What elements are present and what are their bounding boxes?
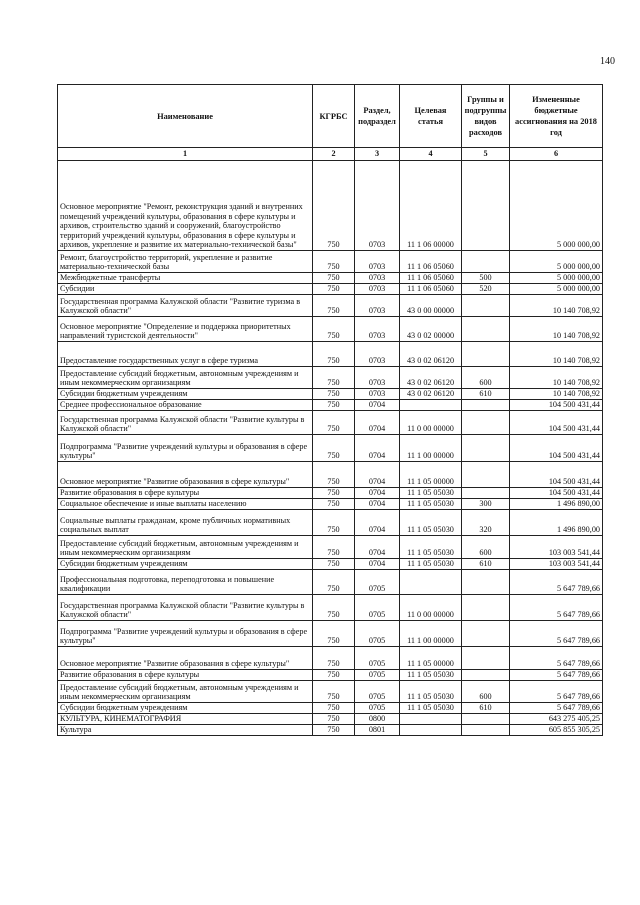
row-target: 11 1 06 00000 [400,161,462,251]
row-target: 11 1 05 05030 [400,510,462,536]
row-section: 0704 [355,536,400,559]
row-amount: 5 647 789,66 [510,621,603,647]
row-amount: 5 647 789,66 [510,681,603,703]
row-amount: 104 500 431,44 [510,435,603,462]
row-name: Предоставление государственных услуг в сфере туризма [58,342,313,367]
table-row [58,681,603,703]
table-row [58,295,603,317]
table-row [58,703,603,714]
row-target: 11 1 05 00000 [400,462,462,488]
row-target: 11 1 00 00000 [400,435,462,462]
row-section: 0705 [355,703,400,714]
row-name: Профессиональная подготовка, переподготовка и повышение квалификации [58,570,313,595]
row-group: 320 [462,510,510,536]
row-kgrbs: 750 [313,251,355,273]
column-number: 6 [510,148,603,161]
row-section: 0704 [355,488,400,499]
table-row [58,161,603,251]
row-name: Социальное обеспечение и иные выплаты населению [58,499,313,510]
page-number: 140 [600,56,615,67]
row-amount: 5 000 000,00 [510,273,603,284]
row-kgrbs: 750 [313,284,355,295]
row-kgrbs: 750 [313,462,355,488]
row-section: 0800 [355,714,400,725]
row-amount: 10 140 708,92 [510,342,603,367]
row-kgrbs: 750 [313,647,355,670]
row-kgrbs: 750 [313,161,355,251]
row-kgrbs: 750 [313,703,355,714]
row-kgrbs: 750 [313,559,355,570]
row-kgrbs: 750 [313,621,355,647]
row-group: 500 [462,273,510,284]
row-kgrbs: 750 [313,488,355,499]
table-row [58,488,603,499]
row-group [462,295,510,317]
table-row [58,647,603,670]
row-target: 11 1 00 00000 [400,621,462,647]
row-name: Подпрограмма "Развитие учреждений культуры и образования в сфере культуры" [58,435,313,462]
row-section: 0704 [355,411,400,435]
row-kgrbs: 750 [313,400,355,411]
column-number: 3 [355,148,400,161]
row-section: 0705 [355,681,400,703]
row-amount: 643 275 405,25 [510,714,603,725]
table-row [58,435,603,462]
row-name: Предоставление субсидий бюджетным, автономным учреждениям и иным некоммерческим организациям [58,681,313,703]
row-group: 300 [462,499,510,510]
table-row [58,570,603,595]
row-kgrbs: 750 [313,670,355,681]
row-amount: 1 496 890,00 [510,510,603,536]
row-group: 600 [462,681,510,703]
row-group [462,725,510,736]
row-name: Развитие образования в сфере культуры [58,488,313,499]
row-target: 11 0 00 00000 [400,411,462,435]
row-group [462,400,510,411]
table-body [58,161,603,736]
row-amount: 5 647 789,66 [510,570,603,595]
row-group [462,251,510,273]
row-amount: 104 500 431,44 [510,411,603,435]
row-group [462,570,510,595]
row-section: 0703 [355,367,400,389]
row-name: Социальные выплаты гражданам, кроме публичных нормативных социальных выплат [58,510,313,536]
row-name: Основное мероприятие "Ремонт, реконструкция зданий и внутренних помещений учреждений культуры, образования в сфере культуры и архивов, строительство зданий и сооружений, благоустройство территорий учреждений культуры, образования в сфере культуры и архивов, укрепление и развитие их материально-технической базы" [58,161,313,251]
row-group [462,435,510,462]
row-amount: 5 647 789,66 [510,703,603,714]
row-kgrbs: 750 [313,317,355,342]
row-kgrbs: 750 [313,411,355,435]
column-number-row [58,148,603,161]
column-number: 1 [58,148,313,161]
row-section: 0704 [355,510,400,536]
row-section: 0703 [355,284,400,295]
row-section: 0703 [355,389,400,400]
row-section: 0703 [355,273,400,284]
table-row [58,621,603,647]
table-header-row [58,85,603,148]
row-name: Развитие образования в сфере культуры [58,670,313,681]
row-section: 0704 [355,400,400,411]
row-target: 11 0 00 00000 [400,595,462,621]
row-name: Подпрограмма "Развитие учреждений культуры и образования в сфере культуры" [58,621,313,647]
table-row [58,510,603,536]
row-target: 11 1 05 00000 [400,647,462,670]
row-amount: 10 140 708,92 [510,367,603,389]
row-name: Субсидии бюджетным учреждениям [58,703,313,714]
header-amount: Измененные бюджетные ассигнования на 2018 год [510,85,603,148]
row-amount: 605 855 305,25 [510,725,603,736]
row-amount: 103 003 541,44 [510,536,603,559]
row-target [400,714,462,725]
row-name: Предоставление субсидий бюджетным, автономным учреждениям и иным некоммерческим организациям [58,536,313,559]
row-target: 43 0 02 06120 [400,389,462,400]
row-group: 520 [462,284,510,295]
row-target: 11 1 06 05060 [400,251,462,273]
table-row [58,389,603,400]
header-target: Целевая статья [400,85,462,148]
row-target: 11 1 05 05030 [400,536,462,559]
table-row [58,342,603,367]
table-row [58,536,603,559]
row-name: КУЛЬТУРА, КИНЕМАТОГРАФИЯ [58,714,313,725]
row-group [462,595,510,621]
column-number: 4 [400,148,462,161]
row-group [462,670,510,681]
row-target [400,570,462,595]
row-amount: 103 003 541,44 [510,559,603,570]
row-target: 11 1 05 05030 [400,670,462,681]
row-amount: 104 500 431,44 [510,462,603,488]
row-amount: 104 500 431,44 [510,400,603,411]
row-name: Ремонт, благоустройство территорий, укрепление и развитие материально-технической базы [58,251,313,273]
column-number: 2 [313,148,355,161]
row-amount: 10 140 708,92 [510,317,603,342]
table-row [58,400,603,411]
row-kgrbs: 750 [313,342,355,367]
row-name: Субсидии [58,284,313,295]
row-kgrbs: 750 [313,536,355,559]
row-amount: 10 140 708,92 [510,389,603,400]
row-name: Государственная программа Калужской области "Развитие культуры в Калужской области" [58,595,313,621]
row-kgrbs: 750 [313,595,355,621]
row-amount: 104 500 431,44 [510,488,603,499]
row-group [462,462,510,488]
table-row [58,317,603,342]
row-kgrbs: 750 [313,681,355,703]
row-section: 0705 [355,621,400,647]
row-section: 0705 [355,647,400,670]
row-kgrbs: 750 [313,714,355,725]
row-target [400,725,462,736]
row-name: Предоставление субсидий бюджетным, автономным учреждениям и иным некоммерческим организациям [58,367,313,389]
row-target: 11 1 06 05060 [400,273,462,284]
row-name: Основное мероприятие "Развитие образования в сфере культуры" [58,647,313,670]
column-number: 5 [462,148,510,161]
row-target: 43 0 02 06120 [400,342,462,367]
header-group: Группы и подгруппы видов расходов [462,85,510,148]
row-target: 11 1 05 05030 [400,488,462,499]
row-target: 11 1 05 05030 [400,681,462,703]
row-amount: 5 000 000,00 [510,251,603,273]
row-group [462,647,510,670]
row-name: Среднее профессиональное образование [58,400,313,411]
row-group [462,342,510,367]
table-row [58,284,603,295]
row-kgrbs: 750 [313,510,355,536]
row-section: 0703 [355,317,400,342]
row-section: 0705 [355,570,400,595]
table-row [58,462,603,488]
row-name: Основное мероприятие "Развитие образования в сфере культуры" [58,462,313,488]
table-row [58,251,603,273]
row-amount: 10 140 708,92 [510,295,603,317]
row-group [462,161,510,251]
table-row [58,273,603,284]
row-amount: 1 496 890,00 [510,499,603,510]
row-section: 0704 [355,499,400,510]
row-group: 610 [462,389,510,400]
row-section: 0704 [355,559,400,570]
row-group [462,488,510,499]
row-amount: 5 647 789,66 [510,647,603,670]
row-group [462,714,510,725]
row-target: 43 0 00 00000 [400,295,462,317]
row-kgrbs: 750 [313,725,355,736]
table-row [58,670,603,681]
row-group: 600 [462,536,510,559]
row-kgrbs: 750 [313,273,355,284]
row-group [462,411,510,435]
row-section: 0801 [355,725,400,736]
row-section: 0703 [355,161,400,251]
row-target: 43 0 02 00000 [400,317,462,342]
row-name: Субсидии бюджетным учреждениям [58,389,313,400]
row-section: 0703 [355,295,400,317]
row-name: Основное мероприятие "Определение и поддержка приоритетных направлений туристской деятельности" [58,317,313,342]
budget-table [57,84,603,736]
row-amount: 5 000 000,00 [510,284,603,295]
row-amount: 5 000 000,00 [510,161,603,251]
row-kgrbs: 750 [313,367,355,389]
row-amount: 5 647 789,66 [510,595,603,621]
row-kgrbs: 750 [313,570,355,595]
table-row [58,595,603,621]
row-target: 11 1 05 05030 [400,703,462,714]
row-section: 0705 [355,595,400,621]
row-target: 11 1 06 05060 [400,284,462,295]
header-section: Раздел, подраздел [355,85,400,148]
row-group [462,621,510,647]
row-name: Государственная программа Калужской области "Развитие туризма в Калужской области" [58,295,313,317]
row-group [462,317,510,342]
table-row [58,367,603,389]
row-target: 43 0 02 06120 [400,367,462,389]
row-section: 0703 [355,251,400,273]
row-name: Государственная программа Калужской области "Развитие культуры в Калужской области" [58,411,313,435]
row-kgrbs: 750 [313,435,355,462]
table-row [58,411,603,435]
row-target: 11 1 05 05030 [400,559,462,570]
table-row [58,714,603,725]
row-kgrbs: 750 [313,499,355,510]
table-row [58,499,603,510]
row-section: 0705 [355,670,400,681]
table-row [58,559,603,570]
row-kgrbs: 750 [313,389,355,400]
row-group: 600 [462,367,510,389]
row-amount: 5 647 789,66 [510,670,603,681]
row-kgrbs: 750 [313,295,355,317]
row-section: 0704 [355,462,400,488]
row-name: Межбюджетные трансферты [58,273,313,284]
row-group: 610 [462,703,510,714]
row-name: Субсидии бюджетным учреждениям [58,559,313,570]
row-section: 0703 [355,342,400,367]
row-target [400,400,462,411]
row-target: 11 1 05 05030 [400,499,462,510]
table-row [58,725,603,736]
row-name: Культура [58,725,313,736]
row-section: 0704 [355,435,400,462]
row-group: 610 [462,559,510,570]
header-kgrbs: КГРБС [313,85,355,148]
header-name: Наименование [58,85,313,148]
